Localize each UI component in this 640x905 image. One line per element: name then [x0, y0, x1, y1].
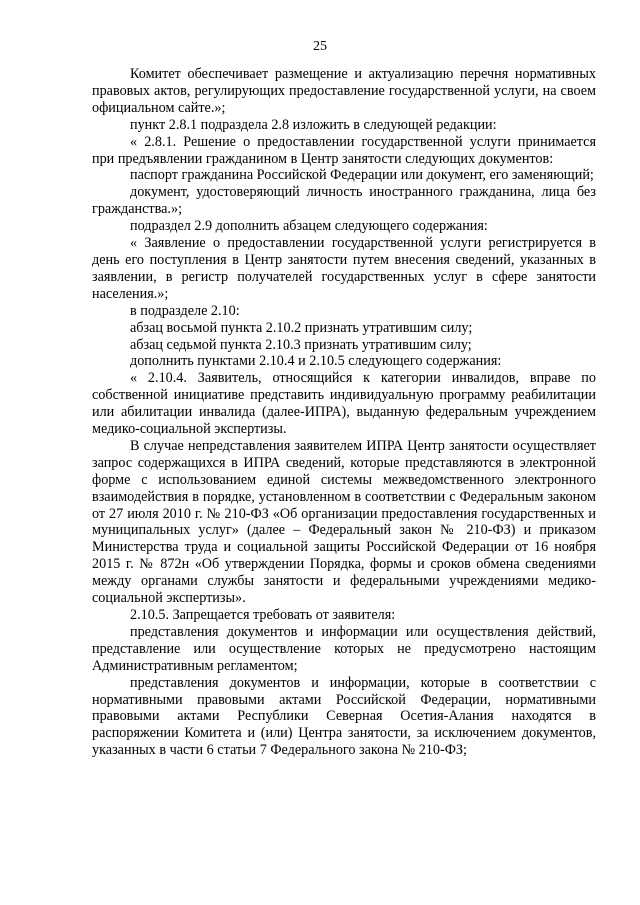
paragraph-2-10-2: абзац восьмой пункта 2.10.2 признать утратившим силу; — [130, 319, 473, 336]
paragraph-2-10-5: 2.10.5. Запрещается требовать от заявителя: — [130, 607, 396, 623]
paragraph-2-10-3: абзац седьмой пункта 2.10.3 признать утратившим силу; — [130, 336, 472, 353]
paragraph-2-10-4: « 2.10.4. Заявитель, относящийся к категории инвалидов, вправе по собственной инициативе представить индивидуальную программу реабилитации или абилитации инвалида (далее-ИПРА), выданную федеральным учреждением медико-социальной экспертизы. — [92, 370, 596, 438]
paragraph-documents-actions: представления документов и информации или осуществления действий, представление или осуществление которых не предусмотрено настоящим Административным регламентом; — [92, 623, 596, 674]
paragraph-item-2-8-1-intro: пункт 2.8.1 подраздела 2.8 изложить в следующей редакции: — [130, 116, 497, 133]
paragraph-item-2-8-1: « 2.8.1. Решение о предоставлении государственной услуги принимается при предъявлении гражданином в Центр занятости следующих документов: — [92, 133, 596, 167]
paragraph-documents-information: представления документов и информации, которые в соответствии с нормативными правовыми актами Российской Федерации, нормативными правовыми актами Республики Северная Осетия-Алания находятся в распоряжении Комитета и (или) Центра занятости, за исключением документов, указанных в части 6 статьи 7 Федерального закона № 210-ФЗ; — [92, 674, 596, 759]
paragraph-passport: паспорт гражданина Российской Федерации или документ, его заменяющий; — [130, 167, 594, 184]
paragraph-add-items: дополнить пунктами 2.10.4 и 2.10.5 следующего содержания: — [130, 353, 502, 370]
paragraph-application-registration: « Заявление о предоставлении государственной услуги регистрируется в день его поступления в Центр занятости путем внесения сведений, указанных в заявлении, в регистр получателей государственных услуг в сфере занятости населения.»; — [92, 235, 596, 302]
paragraph-foreign-id: документ, удостоверяющий личность иностранного гражданина, лица без гражданства.»; — [92, 184, 596, 218]
paragraph-subsection-2-10: в подразделе 2.10: — [130, 302, 240, 319]
page-number: 25 — [313, 39, 327, 54]
document-body — [92, 66, 596, 759]
paragraph-committee-site: Комитет обеспечивает размещение и актуализацию перечня нормативных правовых актов, регулирующих предоставление государственной услуги, на своем официальном сайте.»; — [92, 66, 596, 116]
paragraph-subsection-2-9: подраздел 2.9 дополнить абзацем следующего содержания: — [130, 218, 488, 235]
paragraph-ipra-request: В случае непредставления заявителем ИПРА Центр занятости осуществляет запрос содержащихся в ИПРА сведений, которые представляются в электронной форме с использованием единой системы межведомственного электронного взаимодействия в порядке, установленном в соответствии с Федеральным законом от 27 июля 2010 г. № 210-ФЗ «Об организации предоставления государственных и муниципальных услуг» (далее – Федеральный закон № 210-ФЗ) и приказом Министерства труда и социальной защиты Российской Федерации от 16 ноября 2015 г. № 872н «Об утверждении Порядка, формы и сроков обмена сведениями между органами службы занятости и федеральными учреждениями медико-социальной экспертизы». — [92, 437, 596, 607]
